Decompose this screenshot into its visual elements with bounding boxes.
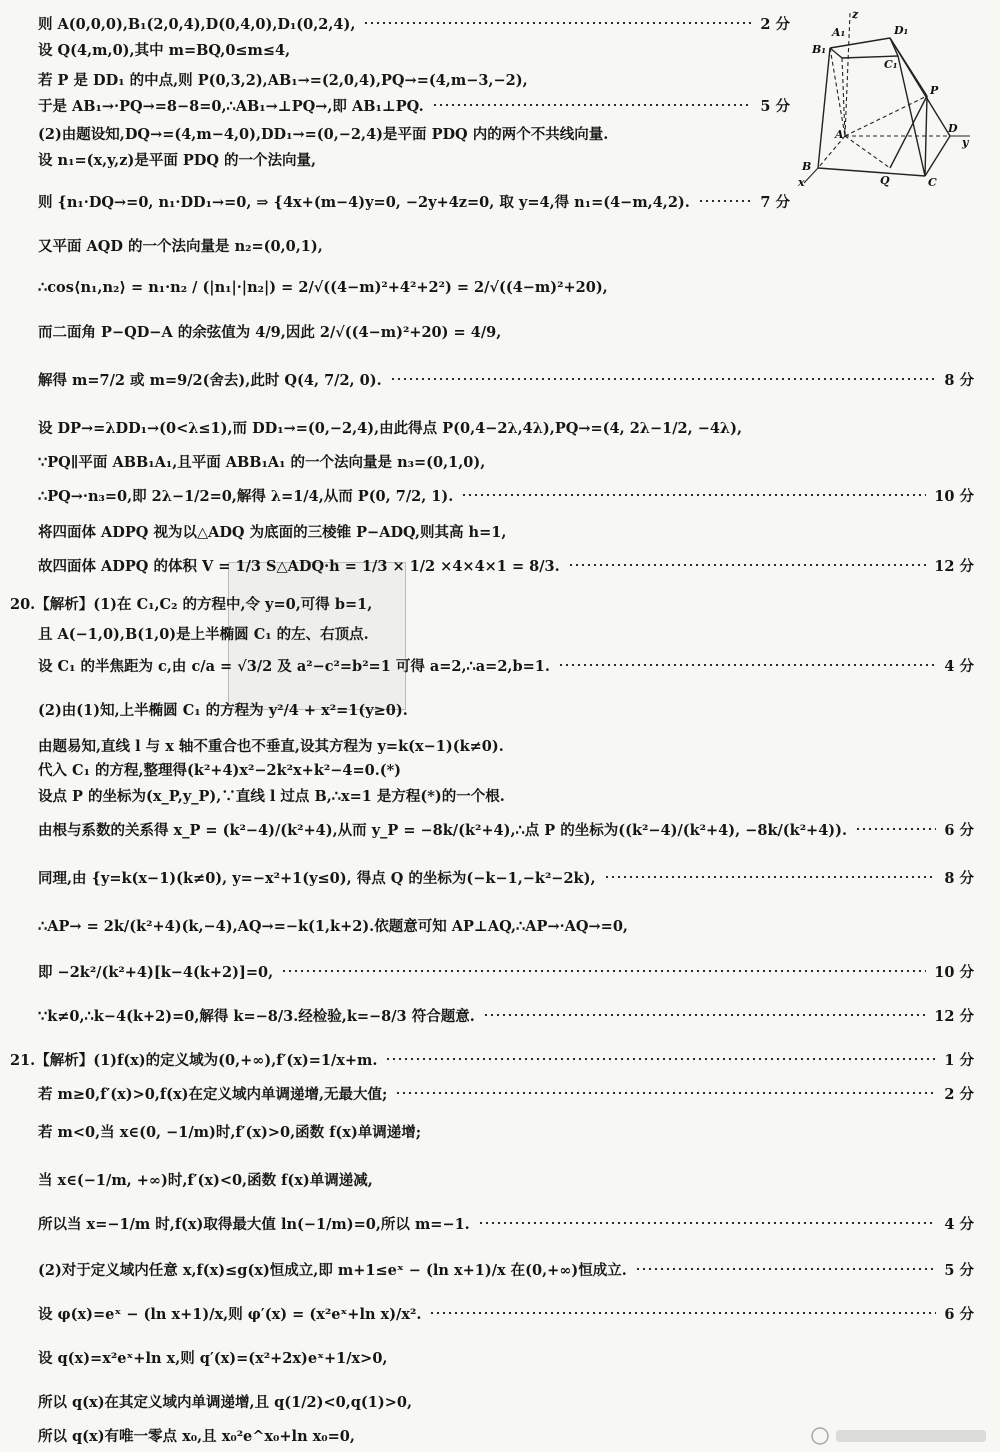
- solution-line: [0, 1162, 1000, 1196]
- line-text: 于是 AB₁→·PQ→=8−8=0,∴AB₁→⊥PQ→,即 AB₁⊥PQ.: [38, 97, 424, 115]
- line-text: 设点 P 的坐标为(x_P,y_P),∵直线 l 过点 B,∴x=1 是方程(*)的一个根.: [38, 787, 505, 805]
- line-text: 所以 q(x)有唯一零点 x₀,且 x₀²e^x₀+ln x₀=0,: [38, 1427, 355, 1445]
- line-text: 若 m≥0,f′(x)>0,f(x)在定义域内单调递增,无最大值;: [38, 1085, 388, 1103]
- solution-line: [0, 314, 1000, 348]
- dot-leader: [429, 1312, 936, 1314]
- label-D: D: [948, 122, 958, 135]
- line-text: 设 Q(4,m,0),其中 m=BQ,0≤m≤4,: [38, 41, 291, 59]
- line-text: 则 A(0,0,0),B₁(2,0,4),D(0,4,0),D₁(0,2,4),: [38, 15, 356, 33]
- score-label: 4 分: [944, 1215, 974, 1233]
- line-text: (2)由(1)知,上半椭圆 C₁ 的方程为 y²/4 + x²=1(y≥0).: [38, 701, 408, 719]
- line-text: 所以 q(x)在其定义域内单调递增,且 q(1/2)<0,q(1)>0,: [38, 1393, 413, 1411]
- line-text: 若 m<0,当 x∈(0, −1/m)时,f′(x)>0,函数 f(x)单调递增;: [38, 1123, 422, 1141]
- line-text: ∵PQ∥平面 ABB₁A₁,且平面 ABB₁A₁ 的一个法向量是 n₃=(0,1,0),: [38, 453, 486, 471]
- solution-line: [0, 1206, 1000, 1240]
- line-text: 设 n₁=(x,y,z)是平面 PDQ 的一个法向量,: [38, 151, 317, 169]
- label-z: z: [852, 8, 859, 21]
- solution-line: [0, 270, 1000, 304]
- solution-line: [0, 860, 1000, 894]
- dot-leader: [432, 104, 753, 106]
- solution-line: [0, 548, 1000, 582]
- line-text: 若 P 是 DD₁ 的中点,则 P(0,3,2),AB₁→=(2,0,4),PQ→=(4,m−3,−2),: [38, 71, 528, 89]
- solution-line: [0, 184, 1000, 218]
- line-text: 解得 m=7/2 或 m=9/2(舍去),此时 Q(4, 7/2, 0).: [38, 371, 382, 389]
- solution-line: [0, 586, 1000, 620]
- solution-line: [0, 514, 1000, 548]
- line-text: 设 q(x)=x²eˣ+ln x,则 q′(x)=(x²+2x)eˣ+1/x>0,: [38, 1349, 388, 1367]
- solution-line: [0, 998, 1000, 1032]
- line-text: 当 x∈(−1/m, +∞)时,f′(x)<0,函数 f(x)单调递减,: [38, 1171, 373, 1189]
- line-text: 代入 C₁ 的方程,整理得(k²+4)x²−2k²x+k²−4=0.(*): [38, 761, 402, 779]
- dot-leader: [558, 664, 936, 666]
- line-text: 而二面角 P−QD−A 的余弦值为 4/9,因此 2/√((4−m)²+20) = 4/9,: [38, 323, 502, 341]
- score-label: 6 分: [944, 1305, 974, 1323]
- solution-line: [0, 32, 1000, 66]
- line-text: 21.【解析】(1)f(x)的定义域为(0,+∞),f′(x)=1/x+m.: [10, 1051, 378, 1069]
- line-text: ∴AP→ = 2k/(k²+4)(k,−4),AQ→=−k(1,k+2).依题意可知 AP⊥AQ,∴AP→·AQ→=0,: [38, 917, 628, 935]
- score-label: 4 分: [944, 657, 974, 675]
- solution-line: [0, 1042, 1000, 1076]
- solution-line: [0, 954, 1000, 988]
- score-label: 10 分: [934, 963, 974, 981]
- dot-leader: [604, 876, 937, 878]
- line-text: ∵k≠0,∴k−4(k+2)=0,解得 k=−8/3.经检验,k=−8/3 符合题意.: [38, 1007, 475, 1025]
- label-D1: D₁: [894, 24, 909, 37]
- label-C1: C₁: [884, 58, 898, 71]
- score-label: 7 分: [760, 193, 790, 211]
- line-text: 20.【解析】(1)在 C₁,C₂ 的方程中,令 y=0,可得 b=1,: [10, 595, 373, 613]
- solution-line: [0, 648, 1000, 682]
- line-text: 同理,由 {y=k(x−1)(k≠0), y=−x²+1(y≤0), 得点 Q 的坐标为(−k−1,−k²−2k),: [38, 869, 596, 887]
- dot-leader: [390, 378, 937, 380]
- score-label: 5 分: [944, 1261, 974, 1279]
- label-x: x: [798, 176, 805, 188]
- line-text: 且 A(−1,0),B(1,0)是上半椭圆 C₁ 的左、右顶点.: [38, 625, 369, 643]
- dot-leader: [855, 828, 936, 830]
- label-B: B: [802, 160, 812, 173]
- solution-line: [0, 616, 1000, 650]
- solution-line: [0, 692, 1000, 726]
- line-text: 设 φ(x)=eˣ − (ln x+1)/x,则 φ′(x) = (x²eˣ+ln x)/x².: [38, 1305, 422, 1323]
- dot-leader: [568, 564, 927, 566]
- line-text: 设 C₁ 的半焦距为 c,由 c/a = √3/2 及 a²−c²=b²=1 可得 a=2,∴a=2,b=1.: [38, 657, 550, 675]
- line-text: ∴PQ→·n₃=0,即 2λ−1/2=0,解得 λ=1/4,从而 P(0, 7/2, 1).: [38, 487, 454, 505]
- dot-leader: [363, 22, 752, 24]
- label-C: C: [928, 176, 937, 188]
- solution-line: [0, 1296, 1000, 1330]
- watermark-logo: [808, 1424, 998, 1448]
- dot-leader: [635, 1268, 937, 1270]
- solution-line: [0, 478, 1000, 512]
- line-text: 则 {n₁·DQ→=0, n₁·DD₁→=0, ⇒ {4x+(m−4)y=0, −2y+4z=0, 取 y=4,得 n₁=(4−m,4,2).: [38, 193, 690, 211]
- line-text: 将四面体 ADPQ 视为以△ADQ 为底面的三棱锥 P−ADQ,则其高 h=1,: [38, 523, 507, 541]
- line-text: 又平面 AQD 的一个法向量是 n₂=(0,0,1),: [38, 237, 323, 255]
- dot-leader: [281, 970, 926, 972]
- label-A: A: [835, 128, 844, 141]
- score-label: 2 分: [944, 1085, 974, 1103]
- dot-leader: [395, 1092, 936, 1094]
- solution-line: [0, 1252, 1000, 1286]
- dot-leader: [385, 1058, 936, 1060]
- dot-leader: [698, 200, 753, 202]
- score-label: 10 分: [934, 487, 974, 505]
- dot-leader: [478, 1222, 937, 1224]
- line-text: 即 −2k²/(k²+4)[k−4(k+2)]=0,: [38, 963, 274, 981]
- solution-line: [0, 362, 1000, 396]
- line-text: (2)由题设知,DQ→=(4,m−4,0),DD₁→=(0,−2,4)是平面 PDQ 内的两个不共线向量.: [38, 125, 609, 143]
- line-text: (2)对于定义域内任意 x,f(x)≤g(x)恒成立,即 m+1≤eˣ − (ln x+1)/x 在(0,+∞)恒成立.: [38, 1261, 627, 1279]
- solution-line: [0, 1340, 1000, 1374]
- line-text: 设 DP→=λDD₁→(0<λ≤1),而 DD₁→=(0,−2,4),由此得点 P(0,4−2λ,4λ),PQ→=(4, 2λ−1/2, −4λ),: [38, 419, 743, 437]
- solution-line: [0, 142, 1000, 176]
- solution-line: [0, 228, 1000, 262]
- solution-line: [0, 410, 1000, 444]
- score-label: 5 分: [760, 97, 790, 115]
- score-label: 2 分: [760, 15, 790, 33]
- score-label: 12 分: [934, 557, 974, 575]
- line-text: ∴cos⟨n₁,n₂⟩ = n₁·n₂ / (|n₁|·|n₂|) = 2/√((4−m)²+4²+2²) = 2/√((4−m)²+20),: [38, 278, 608, 296]
- label-B1: B₁: [812, 43, 827, 56]
- line-text: 由题易知,直线 l 与 x 轴不重合也不垂直,设其方程为 y=k(x−1)(k≠0).: [38, 737, 504, 755]
- line-text: 所以当 x=−1/m 时,f(x)取得最大值 ln(−1/m)=0,所以 m=−1.: [38, 1215, 470, 1233]
- solution-line: [0, 778, 1000, 812]
- label-Q: Q: [880, 174, 890, 187]
- score-label: 6 分: [944, 821, 974, 839]
- label-A1: A₁: [832, 26, 846, 39]
- solution-line: [0, 812, 1000, 846]
- label-P: P: [930, 84, 939, 97]
- solution-line: [0, 1114, 1000, 1148]
- dot-leader: [461, 494, 926, 496]
- solution-line: [0, 444, 1000, 478]
- score-label: 12 分: [934, 1007, 974, 1025]
- label-y: y: [962, 136, 969, 149]
- score-label: 1 分: [944, 1051, 974, 1069]
- dot-leader: [483, 1014, 927, 1016]
- score-label: 8 分: [944, 371, 974, 389]
- solution-line: [0, 908, 1000, 942]
- line-text: 由根与系数的关系得 x_P = (k²−4)/(k²+4),从而 y_P = −8k/(k²+4),∴点 P 的坐标为((k²−4)/(k²+4), −8k/(k²+4)).: [38, 821, 848, 839]
- solution-line: [0, 1384, 1000, 1418]
- score-label: 8 分: [944, 869, 974, 887]
- solution-line: [0, 1076, 1000, 1110]
- line-text: 故四面体 ADPQ 的体积 V = 1/3 S△ADQ·h = 1/3 × 1/2 ×4×4×1 = 8/3.: [38, 557, 560, 575]
